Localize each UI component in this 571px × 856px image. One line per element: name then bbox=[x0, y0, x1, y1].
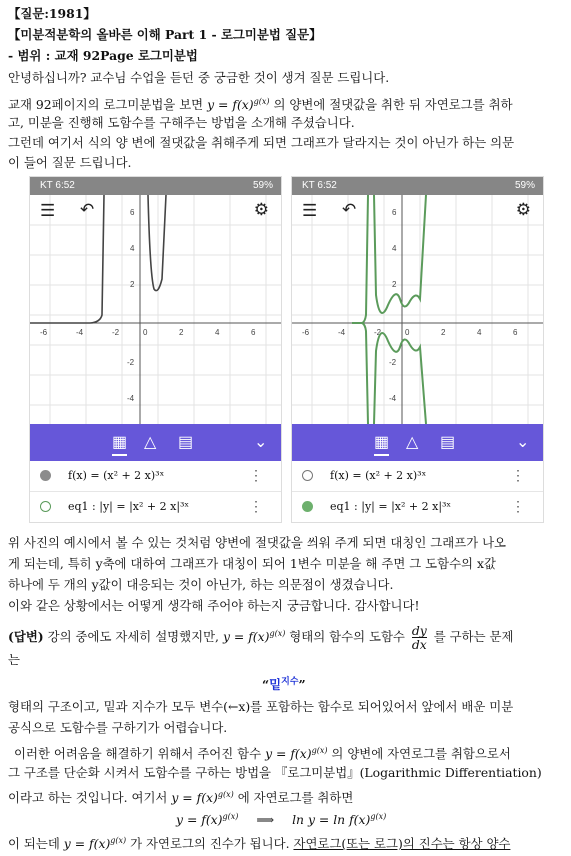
settings-gear-icon[interactable]: ⚙ bbox=[253, 200, 269, 219]
algebra-expression: f(x) = (x² + 2 x)³ˣ bbox=[68, 469, 165, 482]
implies-arrow: ⟹ bbox=[256, 812, 275, 828]
question-paragraph-4b: 게 되는데, 특히 y축에 대하여 그래프가 대칭이 되어 1변수 미분을 해 주면 그 도함수의 x값 bbox=[8, 556, 496, 571]
svg-text:2: 2 bbox=[179, 328, 184, 337]
status-battery: 59% bbox=[252, 180, 273, 191]
question-paragraph-3b: 이 들어 질문 드립니다. bbox=[8, 155, 132, 170]
table-tab-icon[interactable]: ▤ bbox=[440, 434, 456, 451]
base-exponent-quote bbox=[262, 674, 306, 693]
answer-text-a: 강의 중에도 자세히 설명했지만, bbox=[47, 629, 219, 644]
svg-text:-2: -2 bbox=[389, 358, 397, 367]
menu-icon[interactable]: ☰ bbox=[302, 201, 318, 220]
question-paragraph-2 bbox=[8, 93, 513, 113]
answer-6-formula: $y = f(x)^{g(x)}$ bbox=[63, 836, 127, 852]
svg-text:4: 4 bbox=[392, 244, 397, 253]
visibility-dot-icon[interactable] bbox=[302, 501, 313, 512]
visibility-dot-icon[interactable] bbox=[40, 470, 51, 481]
log-equation bbox=[176, 808, 386, 828]
answer-3-text-a: 이러한 어려움을 해결하기 위해서 주어진 함수 bbox=[14, 746, 262, 762]
svg-text:2: 2 bbox=[130, 280, 135, 289]
fraction-numerator: dy bbox=[411, 623, 427, 638]
answer-5-formula: $y = f(x)^{g(x)}$ bbox=[171, 790, 234, 806]
status-time: KT 6:52 bbox=[40, 180, 75, 191]
equation-right: $\ln y = \ln f(x)^{g(x)}$ bbox=[292, 812, 387, 828]
algebra-row-fx[interactable] bbox=[292, 461, 543, 492]
status-bar bbox=[30, 177, 281, 195]
algebra-expression: eq1 : |y| = |x² + 2 x|³ˣ bbox=[330, 500, 452, 513]
more-options-icon[interactable]: ⋮ bbox=[249, 498, 263, 514]
graph-toolbar bbox=[292, 195, 543, 227]
question-paragraph-3: 그런데 여기서 식의 양 변에 절댓값을 취해주게 되면 그래프가 달라지는 것이 아닌가 하는 의문 bbox=[8, 135, 515, 150]
answer-5-text-a: 이라고 하는 것입니다. 여기서 bbox=[8, 790, 168, 806]
question-paragraph-2b: 고, 미분을 진행해 도함수를 구해주는 방법을 소개해 주셨습니다. bbox=[8, 115, 355, 130]
quote-exponent: 지수 bbox=[281, 677, 299, 687]
question-number: 【질문:1981】 bbox=[8, 6, 96, 21]
phone-screenshot-right bbox=[291, 176, 544, 523]
answer-paragraph-1b: 는 bbox=[8, 652, 20, 667]
equation-left: $y = f(x)^{g(x)}$ bbox=[176, 812, 239, 828]
answer-3-text-b: 의 양변에 자연로그를 취함으로서 bbox=[331, 746, 511, 762]
geogebra-tab-bar bbox=[292, 424, 543, 461]
svg-text:6: 6 bbox=[251, 328, 256, 337]
geometry-tab-icon[interactable]: △ bbox=[406, 434, 419, 451]
algebra-row-eq1[interactable] bbox=[30, 492, 281, 523]
status-battery: 59% bbox=[514, 180, 535, 191]
quote-close: ” bbox=[298, 677, 306, 693]
svg-text:0: 0 bbox=[405, 328, 410, 337]
visibility-dot-icon[interactable] bbox=[40, 501, 51, 512]
question-paragraph-4: 위 사진의 예시에서 볼 수 있는 것처럼 양변에 절댓값을 씌워 주게 되면 대칭인 그래프가 나오 bbox=[8, 535, 507, 550]
derivative-fraction bbox=[412, 624, 427, 651]
status-time: KT 6:52 bbox=[302, 180, 337, 191]
table-tab-icon[interactable]: ▤ bbox=[178, 434, 194, 451]
graph-canvas bbox=[292, 195, 543, 424]
quote-open: “ bbox=[262, 677, 270, 693]
algebra-row-eq1[interactable] bbox=[292, 492, 543, 523]
svg-text:-4: -4 bbox=[76, 328, 84, 337]
answer-3-formula: $y = f(x)^{g(x)}$ bbox=[265, 746, 328, 762]
svg-text:-2: -2 bbox=[112, 328, 120, 337]
fraction-denominator: dx bbox=[411, 637, 427, 652]
question-paragraph-4c: 하나에 두 개의 y값이 대응되는 것이 아닌가, 하는 의문점이 생겼습니다. bbox=[8, 577, 394, 592]
svg-text:6: 6 bbox=[513, 328, 518, 337]
answer-6-underlined: 자연로그(또는 로그)의 진수는 항상 양수 bbox=[293, 836, 511, 852]
algebra-row-fx[interactable] bbox=[30, 461, 281, 492]
answer-paragraph-2b: 공식으로 도함수를 구하기가 어렵습니다. bbox=[8, 720, 228, 735]
visibility-dot-icon[interactable] bbox=[302, 470, 313, 481]
algebra-expression: eq1 : |y| = |x² + 2 x|³ˣ bbox=[68, 500, 190, 513]
svg-text:6: 6 bbox=[392, 208, 397, 217]
svg-text:-4: -4 bbox=[389, 394, 397, 403]
svg-text:6: 6 bbox=[130, 208, 135, 217]
svg-text:4: 4 bbox=[130, 244, 135, 253]
menu-icon[interactable]: ☰ bbox=[40, 201, 56, 220]
svg-text:4: 4 bbox=[215, 328, 220, 337]
svg-text:4: 4 bbox=[477, 328, 482, 337]
p2-text-b: 의 양변에 절댓값을 취한 뒤 자연로그를 취하 bbox=[273, 97, 513, 113]
p2-text-a: 교재 92페이지의 로그미분법을 보면 bbox=[8, 97, 204, 113]
svg-text:-2: -2 bbox=[374, 328, 382, 337]
graph-canvas bbox=[30, 195, 281, 424]
graph-toolbar bbox=[30, 195, 281, 227]
answer-6-text-a: 이 되는데 bbox=[8, 836, 60, 852]
svg-text:2: 2 bbox=[441, 328, 446, 337]
algebra-expression: f(x) = (x² + 2 x)³ˣ bbox=[330, 469, 427, 482]
p2-formula: $y = f(x)^{g(x)}$ bbox=[207, 97, 270, 113]
answer-paragraph-3 bbox=[14, 742, 511, 762]
more-options-icon[interactable]: ⋮ bbox=[249, 467, 263, 483]
svg-text:-2: -2 bbox=[127, 358, 135, 367]
answer-text-c: 를 구하는 문제 bbox=[433, 629, 514, 644]
undo-icon[interactable]: ↶ bbox=[342, 200, 357, 219]
question-paragraph-1: 안녕하십니까? 교수님 수업을 듣던 중 궁금한 것이 생겨 질문 드립니다. bbox=[8, 70, 390, 85]
chevron-down-icon[interactable]: ⌄ bbox=[254, 434, 268, 451]
answer-paragraph-5 bbox=[8, 786, 353, 806]
answer-paragraph-4: 그 구조를 단순화 시켜서 도함수를 구하는 방법을 『로그미분법』(Logarithmic Differentiation) bbox=[8, 765, 542, 780]
answer-6-text-b: 가 자연로그의 진수가 됩니다. bbox=[130, 836, 290, 852]
answer-paragraph-6 bbox=[8, 832, 510, 852]
geometry-tab-icon[interactable]: △ bbox=[144, 434, 157, 451]
geogebra-tab-bar bbox=[30, 424, 281, 461]
svg-text:-6: -6 bbox=[40, 328, 48, 337]
svg-text:2: 2 bbox=[392, 280, 397, 289]
svg-text:-4: -4 bbox=[127, 394, 135, 403]
calculator-tab-icon[interactable]: ▦ bbox=[374, 432, 389, 456]
svg-text:0: 0 bbox=[143, 328, 148, 337]
status-bar bbox=[292, 177, 543, 195]
calculator-tab-icon[interactable]: ▦ bbox=[112, 432, 127, 456]
svg-text:-6: -6 bbox=[302, 328, 310, 337]
undo-icon[interactable]: ↶ bbox=[80, 200, 95, 219]
answer-text-b: 형태의 함수의 도함수 bbox=[289, 629, 405, 644]
chevron-down-icon[interactable]: ⌄ bbox=[516, 434, 530, 451]
question-title: 【미분적분학의 올바른 이해 Part 1 - 로그미분법 질문】 bbox=[8, 27, 322, 42]
answer-label: (답변) bbox=[8, 629, 44, 644]
question-paragraph-5: 이와 같은 상황에서는 어떻게 생각해 주어야 하는지 궁금합니다. 감사합니다! bbox=[8, 598, 420, 613]
answer-formula: $y = f(x)^{g(x)}$ bbox=[222, 628, 286, 644]
settings-gear-icon[interactable]: ⚙ bbox=[515, 200, 531, 219]
more-options-icon[interactable]: ⋮ bbox=[511, 498, 525, 514]
answer-paragraph-1 bbox=[8, 624, 513, 651]
more-options-icon[interactable]: ⋮ bbox=[511, 467, 525, 483]
answer-paragraph-2: 형태의 구조이고, 밑과 지수가 모두 변수(←x)를 포함하는 함수로 되어있어서 앞에서 배운 미분 bbox=[8, 699, 514, 714]
phone-screenshot-left bbox=[29, 176, 282, 523]
question-scope: - 범위 : 교재 92Page 로그미분법 bbox=[8, 48, 198, 63]
quote-base: 밑 bbox=[269, 677, 282, 693]
answer-5-text-b: 에 자연로그를 취하면 bbox=[237, 790, 354, 806]
svg-text:-4: -4 bbox=[338, 328, 346, 337]
